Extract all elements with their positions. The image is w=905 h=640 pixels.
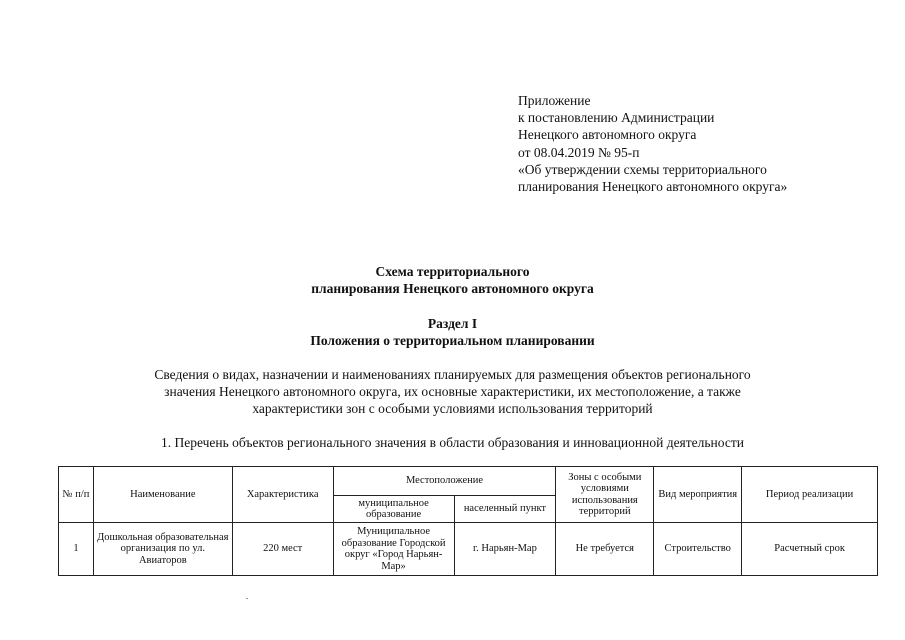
header-num: № п/п — [59, 467, 94, 523]
appendix-line: «Об утверждении схемы территориального — [518, 161, 767, 177]
intro-line: значения Ненецкого автономного округа, их основные характеристики, их местоположение, а также — [164, 384, 741, 399]
header-characteristic: Характеристика — [232, 467, 333, 523]
header-municipal: муниципальное образование — [333, 496, 454, 523]
cell-period: Расчетный срок — [742, 523, 878, 576]
list-heading: 1. Перечень объектов регионального значения в области образования и инновационной деятельности — [161, 435, 744, 450]
document-title — [0, 263, 905, 297]
header-location: Местоположение — [333, 467, 556, 496]
cell-name: Дошкольная образовательная организация по ул. Авиаторов — [93, 523, 232, 576]
intro-line: характеристики зон с особыми условиями использования территорий — [252, 401, 653, 416]
cell-characteristic: 220 мест — [232, 523, 333, 576]
cell-zones: Не требуется — [556, 523, 654, 576]
header-name: Наименование — [93, 467, 232, 523]
cell-num: 1 — [59, 523, 94, 576]
cell-activity: Строительство — [654, 523, 742, 576]
header-settlement: населенный пункт — [454, 496, 556, 523]
title-line: Схема территориального — [375, 264, 530, 279]
table-row — [59, 523, 878, 576]
table-header-row — [59, 467, 878, 496]
section-line: Положения о территориальном планировании — [310, 333, 595, 348]
appendix-line: планирования Ненецкого автономного округа» — [518, 179, 788, 195]
title-line: планирования Ненецкого автономного округа — [311, 281, 594, 296]
cell-municipal: Муниципальное образование Городской округ «Город Нарьян-Мар» — [333, 523, 454, 576]
header-activity: Вид мероприятия — [654, 467, 742, 523]
section-heading — [0, 315, 905, 349]
appendix-line: от 08.04.2019 № 95-п — [518, 144, 640, 160]
appendix-line: Приложение — [518, 93, 591, 108]
cell-settlement: г. Нарьян-Мар — [454, 523, 556, 576]
appendix-line: Ненецкого автономного округа — [518, 127, 697, 143]
section-line: Раздел I — [427, 316, 478, 331]
header-period: Период реализации — [742, 467, 878, 523]
appendix-line: к постановлению Администрации — [518, 110, 715, 126]
intro-paragraph — [0, 366, 905, 417]
appendix-block — [518, 92, 787, 195]
header-zones: Зоны с особыми условиями использования территорий — [556, 467, 654, 523]
objects-table — [58, 466, 878, 576]
scan-speck — [246, 598, 248, 599]
intro-line: Сведения о видах, назначении и наименованиях планируемых для размещения объектов регионального — [154, 367, 751, 382]
